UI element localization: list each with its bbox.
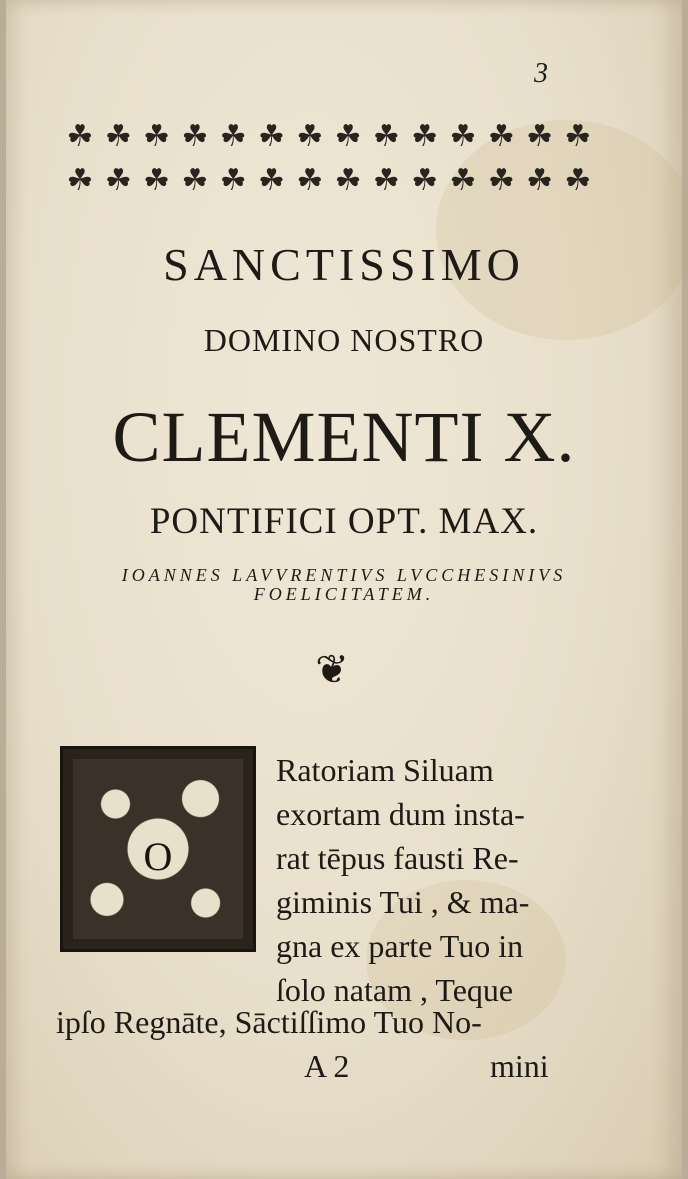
title-line-1: SANCTISSIMO [163, 239, 525, 290]
fleuron-icon: ☘ [411, 119, 439, 154]
fleuron-icon: ☘ [219, 163, 247, 198]
fleuron-icon: ☘ [66, 119, 94, 154]
fleuron-icon: ☘ [181, 119, 209, 154]
title-line-2: DOMINO NOSTRO [203, 322, 485, 358]
fleuron-icon: ☘ [487, 163, 515, 198]
fleuron-icon: ☘ [258, 163, 285, 198]
fleuron-icon: ☘ [66, 163, 94, 198]
fleuron-icon: ☘ [143, 163, 171, 198]
body-line-5: gna ex parte Tuo in [276, 928, 524, 964]
fleuron-icon: ☘ [104, 119, 132, 154]
fleuron-icon: ☘ [143, 119, 171, 154]
fleuron-icon: ☘ [104, 163, 132, 198]
ornament-row-top [62, 119, 596, 154]
fleuron-icon: ☘ [258, 119, 285, 154]
fleuron-icon: ☘ [181, 163, 209, 198]
body-line-4: giminis Tui , & ma- [276, 884, 530, 920]
body-line-2: exortam dum insta- [276, 796, 525, 832]
fleuron-icon: ☘ [526, 119, 554, 154]
decorated-initial [60, 746, 256, 952]
fleuron-icon: ☘ [296, 163, 324, 198]
fleuron-icon: ☘ [564, 163, 592, 198]
signature-mark: A 2 [304, 1048, 350, 1084]
fleuron-icon: ☘ [219, 119, 247, 154]
ornament-row-bottom [62, 163, 596, 198]
book-page [6, 0, 682, 1179]
fleuron-icon: ☘ [526, 163, 554, 198]
body-line-3: rat tēpus fausti Re- [276, 840, 519, 876]
fleuron-icon: ☘ [296, 119, 324, 154]
page-number: 3 [534, 58, 548, 89]
fleuron-icon: ☘ [334, 119, 362, 154]
title-line-3: CLEMENTI X. [112, 397, 576, 477]
initial-letter: O [143, 834, 173, 879]
body-line-6: ſolo natam , Teque [276, 972, 514, 1008]
floral-ornament-icon: ❦ [315, 647, 349, 693]
body-line-1: Ratoriam Siluam [276, 752, 494, 788]
fleuron-icon: ☘ [449, 119, 477, 154]
fleuron-icon: ☘ [487, 119, 515, 154]
catchword: mini [490, 1048, 549, 1084]
body-line-7: ipſo Regnāte, Sāctiſſimo Tuo No- [56, 1004, 482, 1040]
fleuron-icon: ☘ [411, 163, 439, 198]
author-line-2: FOELICITATEM. [253, 584, 435, 604]
title-line-4: PONTIFICI OPT. MAX. [149, 501, 539, 542]
fleuron-icon: ☘ [372, 119, 400, 154]
author-line-1: IOANNES LAVVRENTIVS LVCCHESINIVS [121, 565, 567, 585]
fleuron-icon: ☘ [564, 119, 592, 154]
fleuron-icon: ☘ [449, 163, 477, 198]
fleuron-icon: ☘ [372, 163, 400, 198]
fleuron-icon: ☘ [334, 163, 362, 198]
